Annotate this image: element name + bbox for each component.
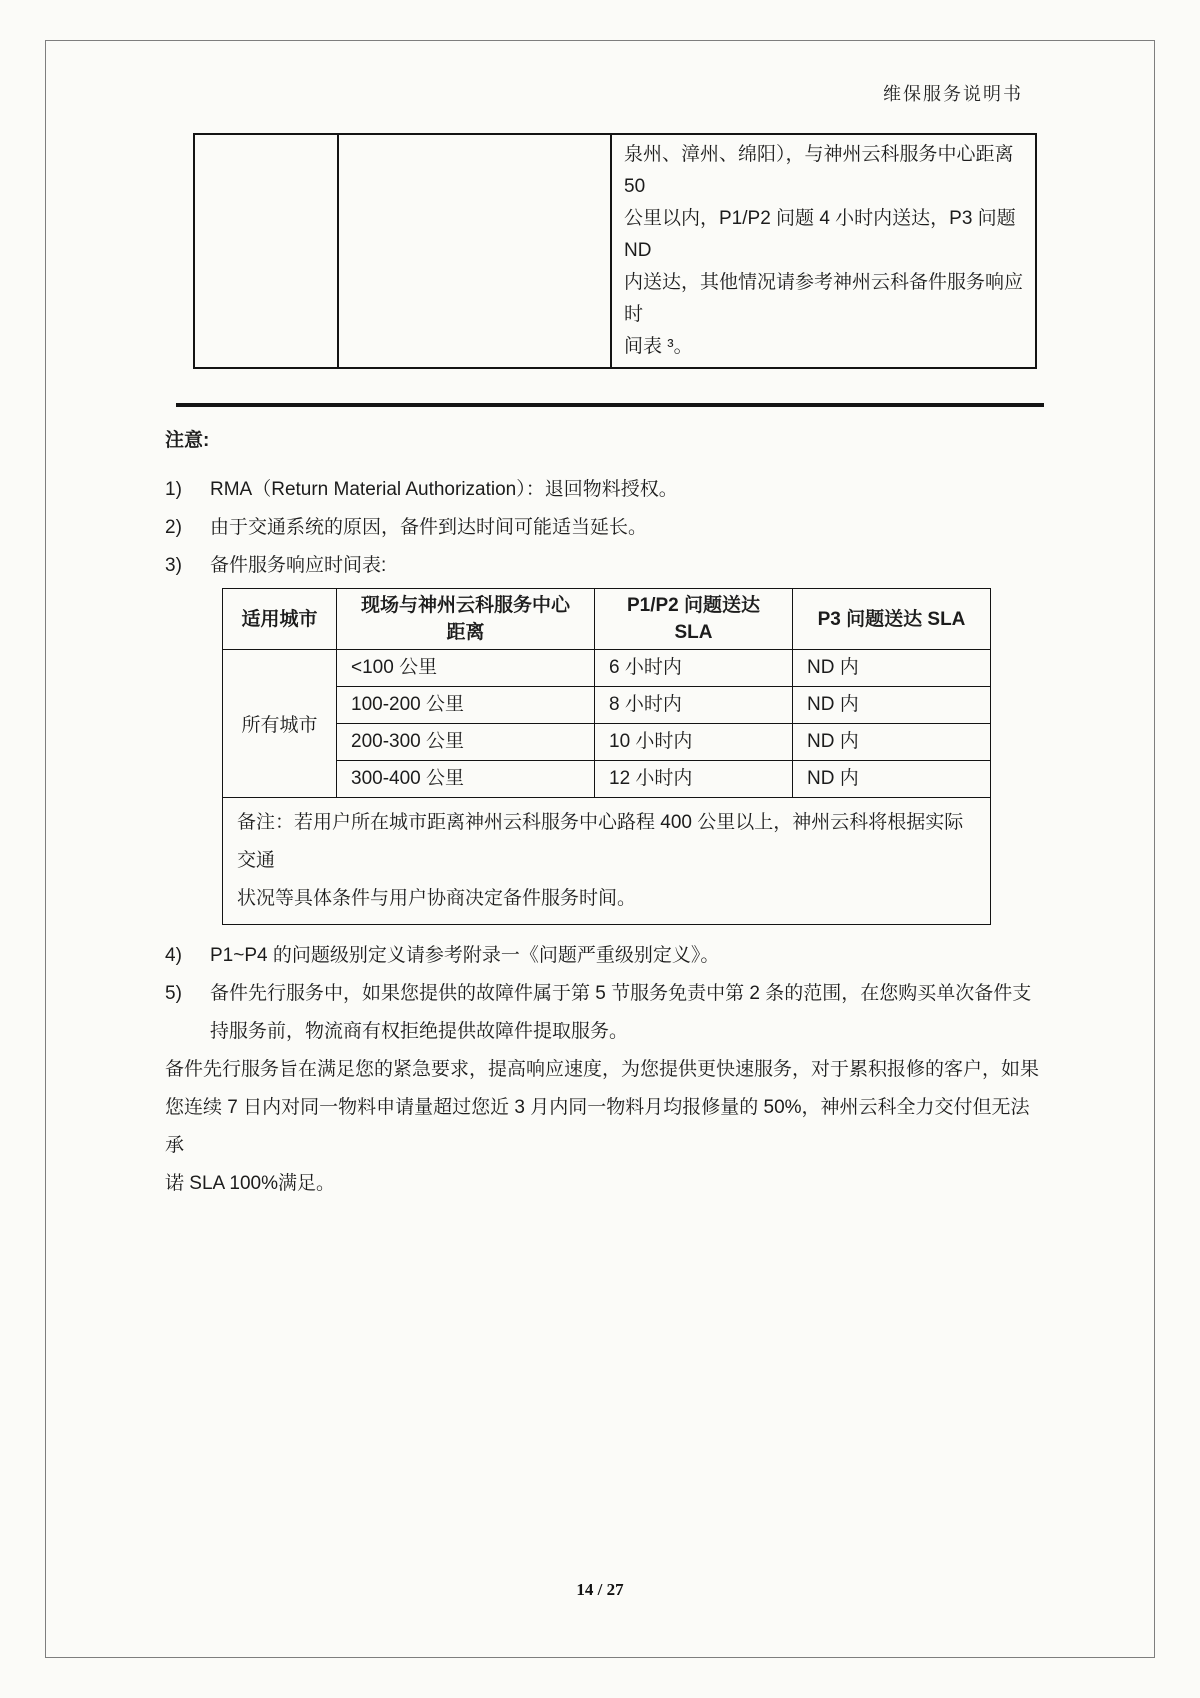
text-line: 您连续 7 日内对同一物料申请量超过您近 3 月内同一物料月均报修量的 50%，神州云科全力交付但无法承 xyxy=(165,1097,1030,1156)
distance-cell: <100 公里 xyxy=(337,650,595,687)
p3-sla-cell: ND 内 xyxy=(793,761,991,798)
header-title: 维保服务说明书 xyxy=(883,84,1023,104)
text-line: 现场与神州云科服务中心 xyxy=(360,595,570,616)
table-row xyxy=(223,650,991,687)
table-row xyxy=(223,687,991,724)
distance-cell: 300-400 公里 xyxy=(337,761,595,798)
list-number: 5) xyxy=(165,983,182,1004)
text-line: 距离 xyxy=(446,622,485,643)
text-line: 备件服务响应时间表: xyxy=(210,555,387,576)
p3-sla-cell: ND 内 xyxy=(793,650,991,687)
text-line: 由于交通系统的原因，备件到达时间可能适当延长。 xyxy=(210,517,648,538)
text-line: 诺 SLA 100%满足。 xyxy=(165,1173,336,1194)
list-number: 4) xyxy=(165,945,182,966)
list-text xyxy=(210,547,1045,585)
table-end-rule xyxy=(176,403,1044,407)
text-line: 备件先行服务旨在满足您的紧急要求，提高响应速度，为您提供更快速服务，对于累积报修的客户，如果 xyxy=(165,1059,1040,1080)
p12-sla-cell: 8 小时内 xyxy=(595,687,793,724)
distance-cell: 100-200 公里 xyxy=(337,687,595,724)
text-line: P1~P4 的问题级别定义请参考附录一《问题严重级别定义》。 xyxy=(210,945,720,966)
table-row xyxy=(194,134,1036,368)
closing-paragraph xyxy=(165,1051,1045,1203)
list-number: 3) xyxy=(165,555,182,576)
sla-response-table xyxy=(222,588,991,925)
notice-heading: 注意: xyxy=(165,430,210,451)
page-header xyxy=(883,80,1023,106)
list-item-3 xyxy=(165,547,1045,585)
text-line: 间表 ³。 xyxy=(624,336,693,357)
city-cell: 所有城市 xyxy=(223,650,337,798)
page-footer xyxy=(0,1580,1200,1600)
p3-sla-cell: ND 内 xyxy=(793,687,991,724)
header-distance xyxy=(337,589,595,650)
text-line: 内送达，其他情况请参考神州云科备件服务响应时 xyxy=(624,272,1024,325)
list-text xyxy=(210,937,1045,975)
table-row xyxy=(223,724,991,761)
p12-sla-cell: 12 小时内 xyxy=(595,761,793,798)
text-line: 持服务前，物流商有权拒绝提供故障件提取服务。 xyxy=(210,1021,629,1042)
list-item-4 xyxy=(165,937,1045,975)
text-line: P1/P2 问题送达 xyxy=(626,595,761,616)
list-number: 1) xyxy=(165,479,182,500)
text-line: SLA xyxy=(674,622,713,643)
page-separator: / xyxy=(597,1580,603,1599)
header-applicable-city: 适用城市 xyxy=(223,589,337,650)
p3-sla-cell: ND 内 xyxy=(793,724,991,761)
page-content xyxy=(165,133,1045,1203)
continued-table-cell-2 xyxy=(338,134,611,368)
table-header-row xyxy=(223,589,991,650)
list-text xyxy=(210,509,1045,547)
table-row xyxy=(223,761,991,798)
text-line: 备件先行服务中，如果您提供的故障件属于第 5 节服务免责中第 2 条的范围，在您购买单次备件支 xyxy=(210,983,1032,1004)
continued-table-cell-3 xyxy=(611,134,1036,368)
list-item-1 xyxy=(165,471,1045,509)
list-item-5 xyxy=(165,975,1045,1051)
list-text xyxy=(210,975,1045,1051)
list-number: 2) xyxy=(165,517,182,538)
text-line: 备注：若用户所在城市距离神州云科服务中心路程 400 公里以上，神州云科将根据实际交通 xyxy=(237,812,964,871)
text-line: 泉州、漳州、绵阳），与神州云科服务中心距离 50 xyxy=(624,144,1014,197)
p12-sla-cell: 6 小时内 xyxy=(595,650,793,687)
list-item-2 xyxy=(165,509,1045,547)
note-cell xyxy=(223,798,991,925)
continued-table-cell-1 xyxy=(194,134,338,368)
table-note-row xyxy=(223,798,991,925)
continued-table xyxy=(193,133,1037,369)
list-text xyxy=(210,471,1045,509)
header-p3-sla: P3 问题送达 SLA xyxy=(793,589,991,650)
cell-text xyxy=(612,135,1035,367)
text-line: RMA（Return Material Authorization）：退回物料授权。 xyxy=(210,479,678,500)
text-line: 状况等具体条件与用户协商决定备件服务时间。 xyxy=(237,888,637,909)
header-p12-sla xyxy=(595,589,793,650)
p12-sla-cell: 10 小时内 xyxy=(595,724,793,761)
page-number: 14 xyxy=(576,1580,594,1599)
text-line: 公里以内，P1/P2 问题 4 小时内送达，P3 问题 ND xyxy=(624,208,1016,261)
distance-cell: 200-300 公里 xyxy=(337,724,595,761)
page-total: 27 xyxy=(606,1580,624,1599)
